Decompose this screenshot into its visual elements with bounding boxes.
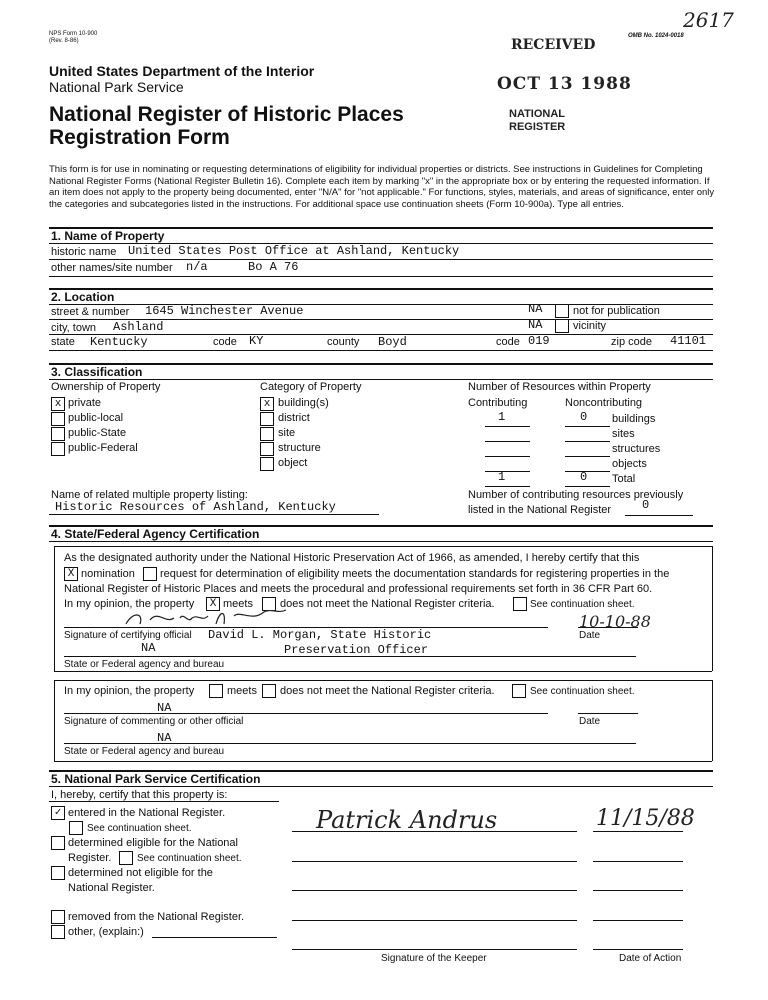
eligible-continuation-label: See continuation sheet.: [137, 853, 242, 864]
removed-checkbox[interactable]: [51, 910, 65, 924]
other-label: other, (explain:): [68, 926, 144, 938]
ownership-public-federal-label: public-Federal: [68, 442, 138, 454]
section-3-title: 3. Classification: [51, 365, 143, 379]
multiple-property-value[interactable]: Historic Resources of Ashland, Kentucky: [55, 500, 336, 514]
certification-date-label: Date: [579, 630, 601, 641]
county-label: county: [327, 336, 360, 348]
comment-date-label: Date: [579, 716, 601, 727]
ownership-public-state-checkbox[interactable]: [51, 427, 65, 441]
street-na: NA: [528, 302, 543, 316]
nps-cert-intro: I, hereby, certify that this property is:: [51, 789, 228, 801]
keeper-signature-label: Signature of the Keeper: [381, 953, 487, 964]
state-value[interactable]: Kentucky: [90, 335, 148, 349]
opinion2-label: In my opinion, the property: [64, 685, 195, 697]
section-4-title: 4. State/Federal Agency Certification: [51, 527, 260, 541]
contributing-heading: Contributing: [468, 397, 528, 409]
certifying-official-title[interactable]: Preservation Officer: [284, 643, 429, 657]
agency2-value[interactable]: NA: [157, 731, 172, 745]
structures-label: structures: [612, 443, 661, 455]
entered-continuation-checkbox[interactable]: [69, 821, 83, 835]
meets-checkbox[interactable]: X: [206, 597, 220, 611]
noncontributing-total[interactable]: 0: [580, 470, 588, 484]
other-checkbox[interactable]: [51, 925, 65, 939]
determined-eligible-label-2: Register.: [68, 852, 112, 864]
determination-request-checkbox[interactable]: [143, 567, 157, 581]
entered-continuation-label: See continuation sheet.: [87, 823, 192, 834]
commenting-official-value[interactable]: NA: [157, 701, 172, 715]
state-label: state: [51, 336, 75, 348]
agency-value[interactable]: NA: [141, 641, 156, 655]
instructions-paragraph: This form is for use in nominating or requesting determinations of eligibility for individual properties or districts. See instructions in Guidelines for Completing National Register Forms (National Register Bulletin 16). Complete each item by marking "x" in the appropriate box or by entering the requested information. If an item does not apply to the property being documented, enter "N/A" for "not applicable." For functions, styles, materials, and areas of significance, enter only the categories and subcategories listed in the instructions. For additional space use continuation sheets (Form 10-900a). Type all entries.: [49, 164, 715, 210]
contributing-buildings[interactable]: 1: [498, 410, 506, 424]
certification-date-value[interactable]: 10-10-88: [579, 612, 651, 631]
cert-paragraph-line1: As the designated authority under the National Historic Preservation Act of 1966, as amended, I hereby certify that this: [64, 552, 640, 564]
does-not-meet-label: does not meet the National Register criteria.: [280, 598, 495, 610]
stamp-national: NATIONAL: [509, 108, 566, 120]
resources-heading: Number of Resources within Property: [468, 381, 651, 393]
action-date-value[interactable]: 11/15/88: [596, 806, 695, 831]
form-number: NPS Form 10-900: [49, 31, 98, 37]
eligible-continuation-checkbox[interactable]: [119, 851, 133, 865]
sites-label: sites: [612, 428, 635, 440]
department-name: United States Department of the Interior: [49, 63, 315, 79]
entered-label: entered in the National Register.: [68, 807, 226, 819]
service-name: National Park Service: [49, 79, 184, 95]
date-of-action-label: Date of Action: [619, 953, 682, 964]
ownership-public-local-label: public-local: [68, 412, 124, 424]
determined-not-eligible-checkbox[interactable]: [51, 866, 65, 880]
form-title-line1: National Register of Historic Places: [49, 103, 404, 126]
previously-listed-label-1: Number of contributing resources previously: [468, 489, 684, 501]
nomination-label: nomination: [81, 568, 135, 580]
certifying-official-name[interactable]: David L. Morgan, State Historic: [208, 628, 432, 642]
meets2-label: meets: [227, 685, 257, 697]
category-site-checkbox[interactable]: [260, 427, 274, 441]
previously-listed-label-2: listed in the National Register: [468, 504, 612, 516]
ownership-private-checkbox[interactable]: x: [51, 397, 65, 411]
previously-listed-value[interactable]: 0: [642, 498, 650, 512]
determination-request-label: request for determination of eligibility meets the documentation standards for registering properties in the: [160, 568, 670, 580]
objects-label: objects: [612, 458, 647, 470]
ownership-private-label: private: [68, 397, 102, 409]
city-value[interactable]: Ashland: [113, 320, 164, 334]
not-for-publication-checkbox[interactable]: [555, 304, 569, 318]
zip-label: zip code: [611, 336, 652, 348]
continuation-sheet-checkbox[interactable]: [513, 597, 527, 611]
zip-value[interactable]: 41101: [670, 334, 707, 348]
category-building-checkbox[interactable]: x: [260, 397, 274, 411]
county-value[interactable]: Boyd: [378, 335, 407, 349]
street-label: street & number: [51, 306, 130, 318]
street-value[interactable]: 1645 Winchester Avenue: [145, 304, 304, 318]
stamp-date: OCT 13 1988: [497, 74, 632, 94]
agency-label: State or Federal agency and bureau: [64, 659, 225, 670]
entered-checkbox[interactable]: ✓: [51, 806, 65, 820]
total-label: Total: [612, 473, 636, 485]
determined-not-eligible-label-2: National Register.: [68, 882, 155, 894]
vicinity-checkbox[interactable]: [555, 319, 569, 333]
agency2-label: State or Federal agency and bureau: [64, 746, 225, 757]
category-heading: Category of Property: [260, 381, 362, 393]
meets-label: meets: [223, 598, 253, 610]
stamp-register: REGISTER: [509, 121, 566, 133]
handwritten-number: 2617: [683, 8, 734, 32]
state-code-label: code: [213, 336, 237, 348]
historic-name-value[interactable]: United States Post Office at Ashland, Kentucky: [128, 244, 460, 258]
section-1-title: 1. Name of Property: [51, 229, 165, 243]
other-names-value[interactable]: n/a: [186, 260, 208, 274]
city-label: city, town: [51, 322, 97, 334]
continuation-sheet2-label: See continuation sheet.: [530, 686, 635, 697]
does-not-meet2-label: does not meet the National Register criteria.: [280, 685, 495, 697]
opinion-label: In my opinion, the property: [64, 598, 195, 610]
continuation-sheet2-checkbox[interactable]: [512, 684, 526, 698]
category-object-label: object: [278, 457, 308, 469]
ownership-public-federal-checkbox[interactable]: [51, 442, 65, 456]
noncontributing-heading: Noncontributing: [565, 397, 643, 409]
section-5-title: 5. National Park Service Certification: [51, 772, 261, 786]
section-2-title: 2. Location: [51, 290, 115, 304]
contributing-total[interactable]: 1: [498, 470, 506, 484]
meets2-checkbox[interactable]: [209, 684, 223, 698]
ownership-public-state-label: public-State: [68, 427, 127, 439]
county-code-label: code: [496, 336, 520, 348]
site-number-value[interactable]: Bo A 76: [248, 260, 299, 274]
cert-paragraph-line3: National Register of Historic Places and meets the procedural and professional requirements set forth in 36 CFR Part 60.: [64, 583, 653, 595]
ownership-heading: Ownership of Property: [51, 381, 161, 393]
determined-eligible-label-1: determined eligible for the National: [68, 837, 238, 849]
commenting-official-label: Signature of commenting or other official: [64, 716, 244, 727]
nomination-checkbox[interactable]: X: [64, 567, 78, 581]
historic-name-label: historic name: [51, 246, 117, 258]
category-structure-label: structure: [278, 442, 321, 454]
ownership-public-local-checkbox[interactable]: [51, 412, 65, 426]
category-district-checkbox[interactable]: [260, 412, 274, 426]
category-site-label: site: [278, 427, 296, 439]
category-building-label: building(s): [278, 397, 329, 409]
does-not-meet2-checkbox[interactable]: [262, 684, 276, 698]
omb-number: OMB No. 1024-0018: [628, 33, 684, 39]
removed-label: removed from the National Register.: [68, 911, 245, 923]
state-code-value[interactable]: KY: [249, 334, 264, 348]
keeper-signature: Patrick Andrus: [316, 806, 498, 834]
vicinity-label: vicinity: [573, 320, 607, 332]
not-for-publication-label: not for publication: [573, 305, 660, 317]
city-na: NA: [528, 318, 543, 332]
category-structure-checkbox[interactable]: [260, 442, 274, 456]
noncontributing-buildings[interactable]: 0: [580, 410, 588, 424]
multiple-property-label: Name of related multiple property listing:: [51, 489, 248, 501]
determined-eligible-checkbox[interactable]: [51, 836, 65, 850]
county-code-value[interactable]: 019: [528, 334, 550, 348]
received-stamp: RECEIVED: [511, 37, 596, 53]
category-object-checkbox[interactable]: [260, 457, 274, 471]
certifying-official-label: Signature of certifying official: [64, 630, 192, 641]
continuation-sheet-label: See continuation sheet.: [530, 599, 635, 610]
category-district-label: district: [278, 412, 310, 424]
other-names-label: other names/site number: [51, 262, 173, 274]
buildings-label: buildings: [612, 413, 656, 425]
form-title-line2: Registration Form: [49, 126, 230, 149]
determined-not-eligible-label-1: determined not eligible for the: [68, 867, 213, 879]
form-revision: (Rev. 8-86): [49, 38, 79, 44]
